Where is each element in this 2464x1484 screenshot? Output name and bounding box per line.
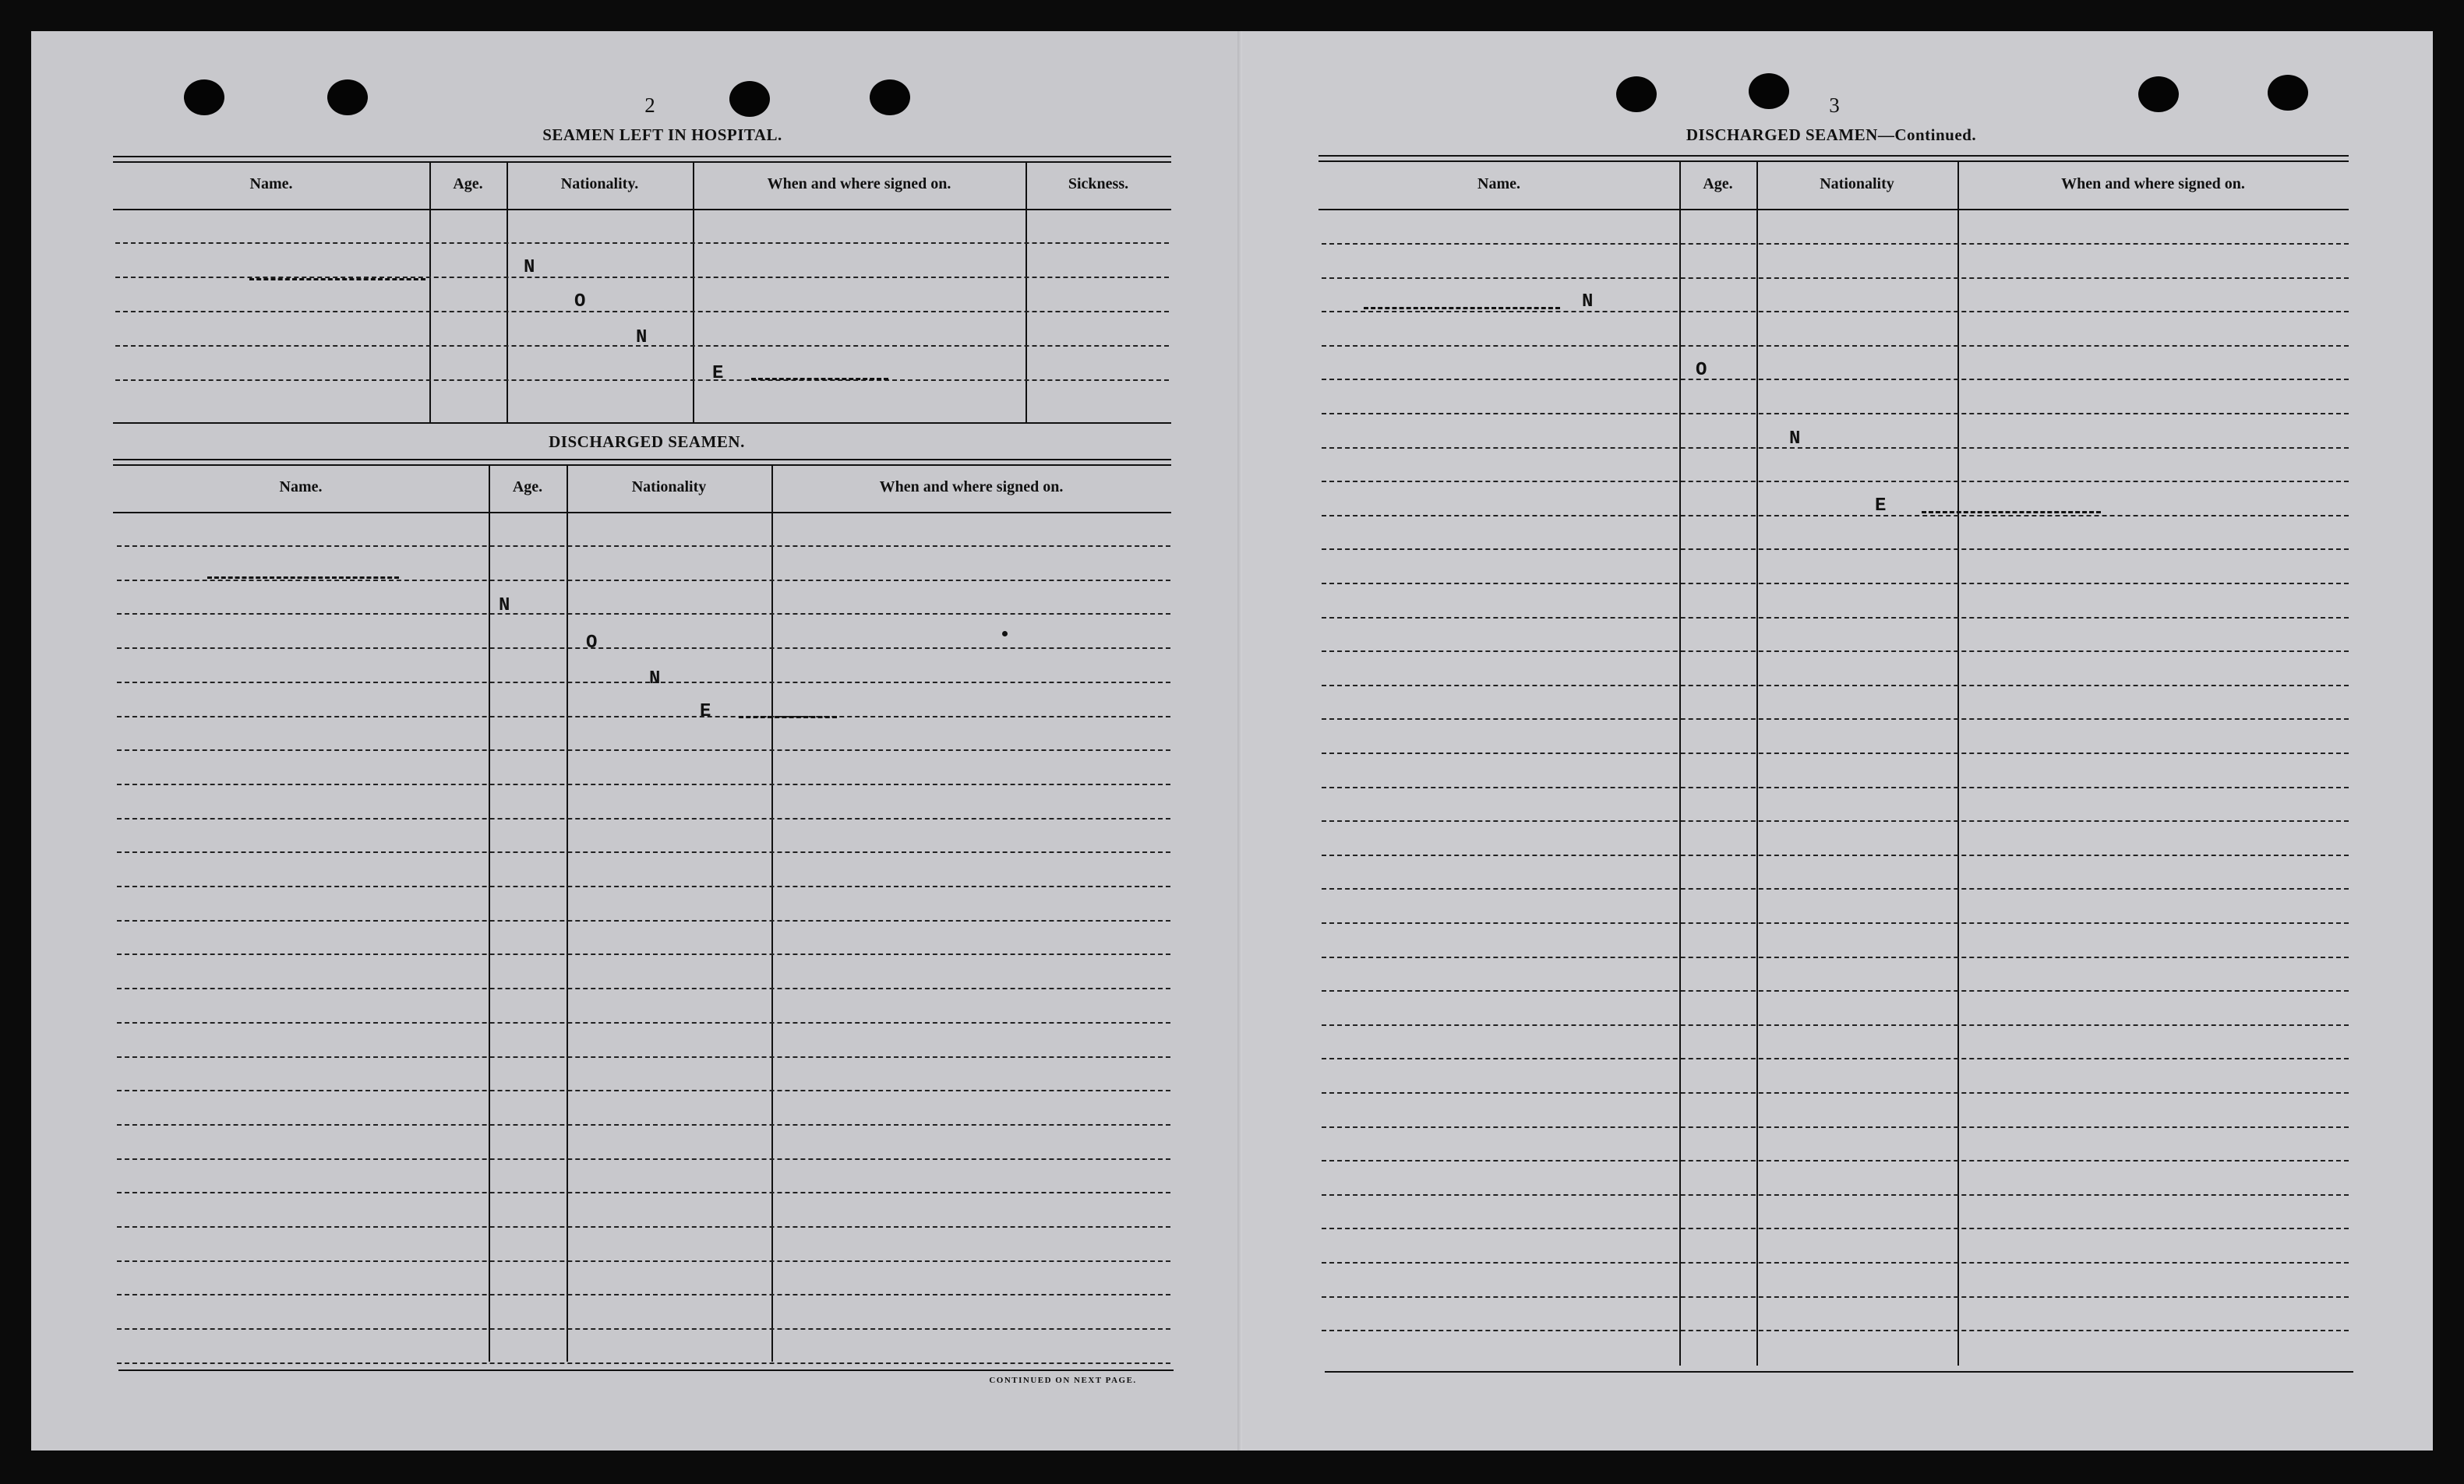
right-col-nationality: Nationality [1820,175,1894,192]
hospital-signed-strike [751,378,888,380]
ruled-line [1322,481,2349,482]
discharged-section-title: DISCHARGED SEAMEN. [549,432,745,451]
ruled-line [115,379,1169,381]
hospital-entry-letter: N [524,257,535,278]
hospital-col-divider [429,163,431,422]
hospital-col-divider [1025,163,1027,422]
ruled-line [117,920,1170,922]
ruled-line [1322,888,2349,890]
discharged-entry-letter: O [586,633,598,654]
right-entry-letter: N [1789,428,1801,449]
ruled-line [1322,311,2349,312]
left-page [31,31,1237,1451]
ruled-line [1322,787,2349,788]
ruled-line [1322,855,2349,856]
discharged-top-rule [113,422,1171,424]
right-header-rule [1318,209,2349,210]
left-bottom-rule [118,1369,1174,1371]
ruled-line [1322,1228,2349,1229]
ruled-line [117,1362,1170,1364]
page-gutter [1237,31,1242,1451]
ruled-line [117,613,1170,615]
hospital-name-strike [249,278,425,280]
ruled-line [1322,718,2349,720]
hospital-col-signed-on: When and where signed on. [767,175,951,192]
ruled-line [117,749,1170,751]
discharged-name-strike [207,576,399,579]
right-entry-letter: E [1875,495,1887,516]
ruled-line [1322,243,2349,245]
ruled-line [1322,548,2349,550]
ruled-line [117,988,1170,989]
right-name-strike [1364,307,1560,309]
ruled-line [1322,1058,2349,1059]
page-number: 3 [1829,93,1840,117]
ruled-line [117,851,1170,853]
right-signed-strike [1922,511,2101,513]
discharged-col-name: Name. [279,478,323,495]
hospital-entry-letter: E [712,363,724,384]
ruled-line [1322,685,2349,686]
discharged-entry-letter: E [700,701,711,722]
ruled-line [117,784,1170,785]
ruled-line [117,1294,1170,1295]
hospital-col-name: Name. [249,175,293,192]
ruled-line [117,1090,1170,1091]
ruled-line [115,311,1169,312]
right-col-signed-on: When and where signed on. [2061,175,2245,192]
right-top-rule [1318,155,2349,157]
ruled-line [1322,1296,2349,1298]
ruled-line [1322,413,2349,414]
right-col-divider [1756,162,1758,1366]
ruled-line [1322,922,2349,924]
ruled-line [1322,957,2349,958]
hospital-top-rule [113,156,1171,157]
ruled-line [1322,345,2349,347]
ruled-line [117,1158,1170,1160]
hospital-col-divider [693,163,694,422]
right-entry-letter: N [1582,291,1594,312]
ruled-line [117,1056,1170,1058]
hospital-top-rule-2 [113,161,1171,163]
ruled-line [117,580,1170,581]
ruled-line [117,716,1170,717]
ruled-line [117,1328,1170,1330]
discharged-entry-letter: N [499,595,510,616]
discharged-col-nationality: Nationality [631,478,707,495]
discharged-signed-strike [739,716,837,718]
hospital-col-sickness: Sickness. [1068,175,1129,192]
ruled-line [115,242,1169,244]
right-col-age: Age. [1703,175,1733,192]
punch-hole [2138,76,2179,112]
ruled-line [117,545,1170,547]
hospital-col-nationality: Nationality. [560,175,639,192]
discharged-continued-title: DISCHARGED SEAMEN—Continued. [1686,125,1977,144]
ruled-line [117,953,1170,955]
ruled-line [1322,1160,2349,1161]
punch-hole [184,79,224,115]
hospital-entry-letter: N [636,327,648,348]
hospital-entry-letter: O [574,291,586,312]
right-top-rule-2 [1318,160,2349,162]
right-col-divider [1957,162,1959,1366]
ruled-line [1322,379,2349,380]
discharged-rule [113,459,1171,460]
ruled-line [117,682,1170,683]
ruled-line [1322,650,2349,652]
right-col-name: Name. [1477,175,1520,192]
discharged-header-rule [113,512,1171,513]
punch-hole [729,81,770,117]
ruled-line [1322,515,2349,516]
hospital-section-title: SEAMEN LEFT IN HOSPITAL. [542,125,782,144]
ruled-line [117,886,1170,887]
right-bottom-rule [1325,1371,2353,1373]
ruled-line [1322,1024,2349,1026]
ruled-line [1322,1194,2349,1196]
discharged-col-signed-on: When and where signed on. [879,478,1064,495]
hospital-header-rule [113,209,1171,210]
ruled-line [1322,1126,2349,1128]
page-number: 2 [644,93,655,117]
ruled-line [1322,1330,2349,1331]
ruled-line [117,647,1170,649]
discharged-col-age: Age. [512,478,543,495]
ruled-line [117,818,1170,820]
ruled-line [117,1226,1170,1228]
punch-hole [1749,73,1789,109]
ruled-line [1322,820,2349,822]
hospital-col-divider [507,163,508,422]
ruled-line [1322,753,2349,754]
discharged-entry-letter: N [649,668,661,689]
right-entry-letter: O [1696,360,1707,381]
right-col-divider [1679,162,1681,1366]
ruled-line [117,1192,1170,1193]
punch-hole [870,79,910,115]
ruled-line [1322,990,2349,992]
hospital-col-age: Age. [453,175,483,192]
ruled-line [1322,617,2349,619]
ruled-line [1322,1262,2349,1264]
punch-hole [1616,76,1657,112]
ruled-line [1322,1092,2349,1094]
punch-hole [327,79,368,115]
ruled-line [117,1022,1170,1024]
continued-note: CONTINUED ON NEXT PAGE. [989,1376,1137,1385]
discharged-rule-2 [113,464,1171,466]
ruled-line [1322,447,2349,449]
punch-hole [2268,75,2308,111]
ruled-line [1322,583,2349,584]
ruled-line [1322,277,2349,279]
ruled-line [117,1260,1170,1262]
ink-dot [1002,631,1008,636]
ruled-line [117,1124,1170,1126]
